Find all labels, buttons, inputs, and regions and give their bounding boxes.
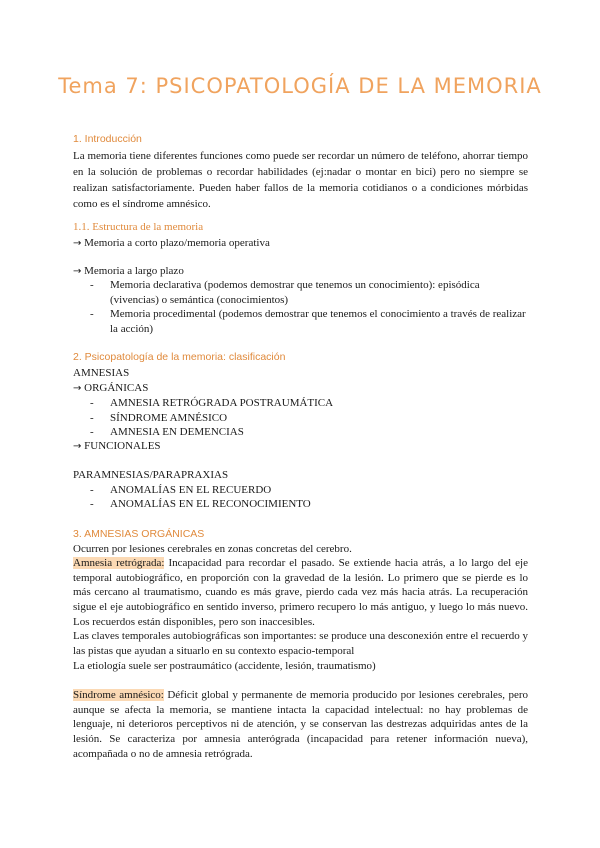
list-item bbox=[90, 425, 530, 440]
list-item-text: AMNESIA RETRÓGRADA POSTRAUMÁTICA bbox=[110, 397, 334, 409]
list-item-text: ANOMALÍAS EN EL RECONOCIMIENTO bbox=[110, 498, 311, 510]
funcionales-label: FUNCIONALES bbox=[84, 440, 161, 452]
arrow-icon: → bbox=[73, 238, 82, 249]
claves-paragraph: Las claves temporales autobiográficas son importantes: se produce una desconexión entre el recuerdo y las pistas que ayudan a situarlo en su contexto espacio-temporal bbox=[73, 630, 528, 657]
intro-paragraph: La memoria tiene diferentes funciones como puede ser recordar un número de teléfono, ahorrar tiempo en la solución de problemas o recordar habilidades (ej:nadar o montar en bici) pero no siempre se realizan satisfactoriamente. Pueden haber fallos de la memoria cotidianos o a condiciones mórbidas como es el síndrome amnésico. bbox=[73, 150, 528, 210]
section-heading-introduccion: 1. Introducción bbox=[73, 133, 142, 145]
dash-bullet: - bbox=[90, 484, 94, 496]
amnesias-label: AMNESIAS bbox=[73, 367, 130, 379]
list-item-text: Memoria procedimental (podemos demostrar que tenemos el conocimiento a través de realizar la acción) bbox=[110, 308, 526, 335]
paramnesias-label: PARAMNESIAS/PARAPRAXIAS bbox=[73, 469, 229, 481]
arrow-icon: → bbox=[73, 383, 82, 394]
etiologia-line: La etiología suele ser postraumático (accidente, lesión, traumatismo) bbox=[73, 660, 376, 672]
long-term-memory-label: Memoria a largo plazo bbox=[84, 265, 184, 277]
short-term-memory-line bbox=[73, 236, 270, 251]
list-item bbox=[90, 278, 530, 308]
amnesia-retrograda-text: Incapacidad para recordar el pasado. Se extiende hacia atrás, a lo largo del eje temporal autobiográfico, en proporción con la gravedad de la lesión. Lo primero que se pierde es lo más cercano al traumatismo, cuando es más grave, pierdo cada vez más hacia atrás. La recuperación sigue el eje autobiográfico en sentido inverso, primero recupero lo más antiguo, y luego lo más nuevo. Los recuerdos están disponibles, pero son inaccesibles. bbox=[73, 557, 528, 628]
dash-bullet: - bbox=[90, 397, 94, 409]
section-heading-amnesias-organicas: 3. AMNESIAS ORGÁNICAS bbox=[73, 528, 205, 540]
arrow-icon: → bbox=[73, 441, 82, 452]
sindrome-amnesico-paragraph bbox=[73, 688, 528, 762]
subsection-heading-estructura: 1.1. Estructura de la memoria bbox=[73, 221, 204, 233]
arrow-icon: → bbox=[73, 266, 82, 277]
list-item bbox=[90, 497, 530, 512]
sindrome-amnesico-term: Síndrome amnésico: bbox=[73, 689, 164, 701]
organicas-label: ORGÁNICAS bbox=[84, 382, 149, 394]
dash-bullet: - bbox=[90, 426, 94, 438]
list-item bbox=[90, 307, 530, 337]
list-item-text: ANOMALÍAS EN EL RECUERDO bbox=[110, 484, 272, 496]
list-item bbox=[90, 411, 530, 426]
section-heading-clasificacion: 2. Psicopatología de la memoria: clasificación bbox=[73, 351, 286, 363]
list-item-text: Memoria declarativa (podemos demostrar que tenemos un conocimiento): episódica (vivencias) o semántica (conocimientos) bbox=[110, 279, 480, 306]
page-title: Tema 7: PSICOPATOLOGÍA DE LA MEMORIA bbox=[58, 74, 542, 98]
dash-bullet: - bbox=[90, 279, 94, 291]
amnesia-retrograda-term: Amnesia retrógrada: bbox=[73, 557, 165, 569]
dash-bullet: - bbox=[90, 412, 94, 424]
list-item-text: AMNESIA EN DEMENCIAS bbox=[110, 426, 244, 438]
list-item bbox=[90, 483, 530, 498]
dash-bullet: - bbox=[90, 498, 94, 510]
funcionales-line bbox=[73, 439, 161, 454]
dash-bullet: - bbox=[90, 308, 94, 320]
list-item-text: SÍNDROME AMNÉSICO bbox=[110, 412, 228, 424]
amnesia-retrograda-paragraph bbox=[73, 556, 528, 630]
list-item bbox=[90, 396, 530, 411]
long-term-memory-line bbox=[73, 264, 184, 279]
short-term-memory-label: Memoria a corto plazo/memoria operativa bbox=[84, 237, 270, 249]
sindrome-amnesico-text: Déficit global y permanente de memoria producido por lesiones cerebrales, pero aunque se afecta la memoria, se mantiene intacta la capacidad intelectual: no hay problemas de lenguaje, ni deterioros perceptivos ni de atención, y se conservan las destrezas adquiridas antes de la lesión. Se caracteriza por amnesia anterógrada (incapacidad para retener información nueva), acompañada o no de amnesia retrógrada. bbox=[73, 689, 528, 760]
organicas-line bbox=[73, 381, 148, 396]
section3-intro: Ocurren por lesiones cerebrales en zonas concretas del cerebro. bbox=[73, 543, 352, 555]
